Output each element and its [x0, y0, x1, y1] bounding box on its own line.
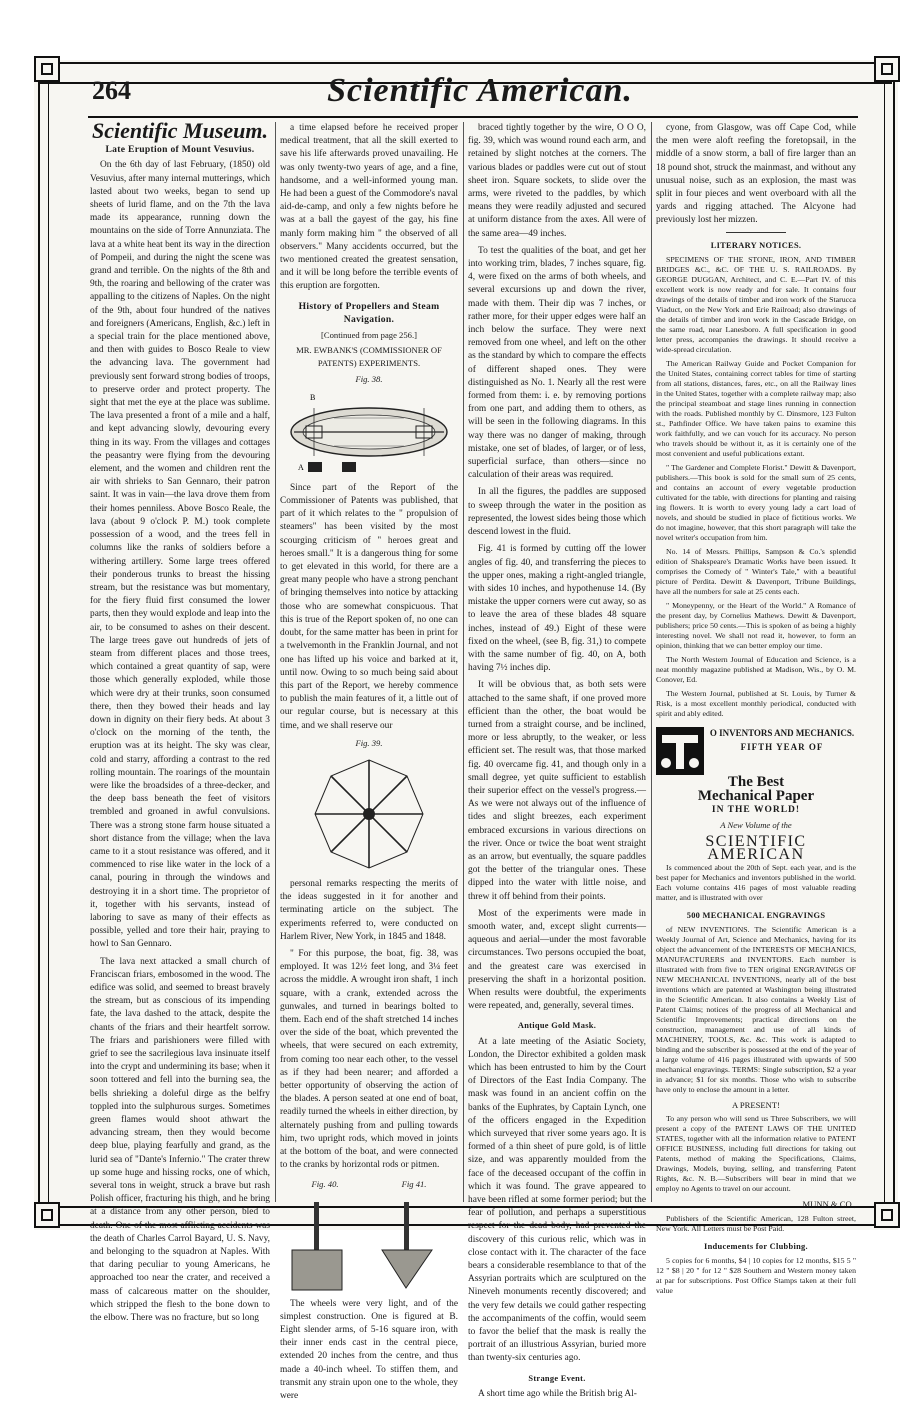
- figure-caption: Fig. 39.: [355, 737, 383, 748]
- article-title: Antique Gold Mask.: [517, 1021, 597, 1031]
- article-paragraph: On the 6th day of last February, (1850) old Vesuvius, after many internal mutterings, which lasted about two weeks, began to send up sheets of lurid flame, and on the 7th the lava made its appearance, running down the mountains on the side of Torre Annunziata. The lava at a white heat bent its way in the direction of Pompeii, and during the night the scene was grand and terrible. On the nights of the 8th and 9th, the roaring and bellowing of the crater was appalling to the citizens of Naples. On the night of the 9th, about four hundred of the natives and foreigners (Americans, English, &c.) left in a special train for the place mentioned above, and then with guides to Bosco Reale to view the advancing lava. The government had previously sent forward strong bodies of troops, to preserve order and protect property. The sight that met the eye at the place was sublime. The lava presented a front of a mile and a half, and kept advancing slowly, devouring every thing in its way. From the villages and cottages the peasantry were flying from the devouring element, and the women and children rent the air with shrieks to San Gennaro, their patron saint. It was in vain—the lava drove them from their homes penniless. Above Bosco Reale, the lava (about 9 o'clock P. M.) took complete possession of a wood, and the trees fell in columns like the ranks of soldiers before a withering artillery. Some large trees offered their ponderous trunks to breast the hissing stream, but the resistance was but momentary, for the fiery fluid first consumed the lower parts, then they would explode and leap into the air, to be consumed to ashes on their descent. The large trees gave out hundreds of jets of steam from different places and those trees, which contained a great quantity of sap, were those which generally exploded, while those which were dry at their trunks, soon consumed there, then they bowed their heads and lay down in dignity on their fiery beds. At about 3 o'clock on the morning of the tenth, the eruption was at its height. The sky was clear, cold and starry, affording a contrast to the red rolling mountain. The roarings of the mountain were like the broadsides of a three-decker, and the deep bass beneath the feet of visitors trembled and groaned in awful convulsions. There was a strong stone farm house situated a short distance from the village; when the lava came to it a stout resistance was offered, and it commenced to rise like water in the lock of a canal, pouring in through the windows and destroying it in a short time. The proprietor of it, together with his servants, instead of laboring to save as many of their effects as possible, yelled and tore their hair, praying to howl to San Gennaro.: [90, 160, 270, 950]
- article-paragraph: In all the figures, the paddles are supposed to sweep through the water in the position as represented, the lowest sides being those which descend lowest in the fluid.: [468, 487, 646, 538]
- divider: [726, 232, 786, 233]
- left-ornamental-border: [38, 80, 49, 1206]
- article-paragraph: It will be obvious that, as both sets were attached to the same shaft, if one proved more efficient than the other, the boat would be turned from a straight course, and be inclined, more or less abruptly, to the weaker, or less efficient set. The result was, that those marked fig. 40 overcame fig. 41, and though only in a small degree, yet quite sufficient to establish their superior effect on the vessel's progress.—As we were not always out of the influence of tides and slight breezes, each experiment embraced excursions in various directions on the river. Once or twice the boat went straight as an arrow, but eventually, the square paddles got the better of the triangular ones. These dipped into the water with little noise, and threw it off behind from their points.: [468, 680, 646, 902]
- ornate-t-dropcap-icon: [656, 727, 704, 775]
- column-4: [656, 122, 856, 1295]
- article-paragraph: To test the qualities of the boat, and get her into working trim, blades, 7 inches square, fig. 4, were fixed on the arms of both wheels, and several excursions up and down the river, made with them. Their dip was 7 inches, or rather more, for their upper edges were half an inch below the surface. They were next removed from one wheel, and left on the other as the standard by which to compare the effects of different shaped ones. They were distinguished as No. 1. Nearly all the rest were formed from them: i. e. by removing portions from one part, and adding them to others, as will be seen in the following diagrams. In this way there was no danger of making, through mistake, one set of blades, of larger, or of less, superficial surface, than others—since no calculation of their areas was required.: [468, 245, 646, 481]
- literary-notices-title: LITERARY NOTICES.: [710, 240, 802, 250]
- column-1: [90, 118, 270, 1324]
- literary-notice: The Western Journal, published at St. Louis, by Turner & Risk, is a most excellent monthly periodical, conducted with spirit and ably edited.: [656, 688, 856, 718]
- article-paragraph: At a late meeting of the Asiatic Society, London, the Director exhibited a golden mask which has been entrusted to him by the Court of Directors of the East India Company. The mask was found in an ancient coffin on the banks of the Euphrates, by Captain Lynch, one of the officers engaged in the Expedition which surveyed that river some years ago. It is formed of a thin sheet of pure gold, is of little size, and was apparently moulded from the face of the deceased occupant of the coffin in which it was found. The grave appeared to have been rifled at some former period; but the fear of pollution, and perhaps a superstitious respect for the dead body, had prevented the discovery of this curious relic, which was in close contact with it. The character of the face bears a considerable resemblance to that of the Assyrian portraits which are sculptured on the Nineveh monuments recently discovered; and the very few details we could gather respecting the accompaniments of the coffin, would seem to favor the belief that the mask is really the portrait of an illustrious Assyrian, buried more than twenty-six centuries ago.: [468, 1036, 646, 1364]
- advertisement: [656, 727, 856, 1296]
- article-paragraph: Fig. 41 is formed by cutting off the lower angles of fig. 40, and transferring the pieces to the upper ones, making a right-angled triangle, with sides 10 inches, and hypothenuse 14. (By mistake the upper corners were cut away, so as to leave the area of these blades 48 square inches, instead of 49.) Eight of these were fixed on the wheel, (see B, fig. 31,) to compete with the same number of fig. 40, on A, both having 7½ inches dip.: [468, 544, 646, 674]
- boat-figure-38: [284, 390, 454, 478]
- article-paragraph: Since part of the Report of the Commissioner of Patents was published, that part of it which relates to the " propulsion of steamers" has been visited by the most scourging criticism of " heroes great and heroes small." It is a dangerous thing for some to get elevated in this world, for there are a great many people who have a strong penchant of bringing themselves into notice by attacking those who are somewhat conspicuous. That this is true of the Report spoken of, no one can doubt, for the same matter has been in print for a twelvemonth in the Franklin Journal, and not one has lifted up his voice and barked at it, until now. Owing to so much being said about this part of the Report, we hereby commence to publish the main features of it, a little out of our regular course, but is necessary at this time, and we shall reserve our: [280, 482, 458, 731]
- figure-caption: Fig. 38.: [355, 373, 383, 384]
- figure-caption: Fig. 40.: [311, 1179, 339, 1190]
- ad-club-title: Inducements for Clubbing.: [704, 1241, 808, 1251]
- ad-body: To any person who will send us Three Subscribers, we will present a copy of the PATENT LAWS OF THE UNITED STATES, together with all the information relative to PATENT OFFICE BUSINESS, including full directions for taking out Patents, method of making the Specifications, Claims, Drawings, Models, buying, selling, and transferring Patent Rights, &c. N. B.—Subscribers will bear in mind that we employ no Agents to travel on our account.: [656, 1114, 856, 1194]
- column-divider: [463, 122, 464, 1202]
- ad-body: Is commenced about the 20th of Sept. each year, and is the best paper for Mechanics and inventors published in the world. Each volume contains 416 pages of most valuable reading matter, and is illustrated with over: [656, 863, 856, 903]
- article-title: Late Eruption of Mount Vesuvius.: [105, 144, 255, 156]
- figure-label-a: A: [298, 462, 304, 472]
- figure-caption: Fig 41.: [401, 1179, 427, 1190]
- article-paragraph: " For this purpose, the boat, fig. 38, was employed. It was 12½ feet long, and 3¼ feet across the middle. A wrought iron shaft, 1 inch square, with a crank, extended across the gunwales, and turned in bearings bolted to them. Each end of the shaft stretched 14 inches over the side of the boat, which prevented the wheels, that were secured on each extremity, from coming too near each other, to the vessel as if they had been nearer; and afforded a better opportunity of observing the action of the blades. A person seated at one end of boat, readily turned the wheels in either direction, by alternately pushing from and pulling towards him, two upright rods, which moved in joints at the bottom of the boat, and were connected to the cranks by horizontal rods or pitmen.: [280, 948, 458, 1171]
- ad-publisher: MUNN & CO.,: [802, 1199, 856, 1210]
- ad-volume: A New Volume of the: [720, 820, 792, 831]
- article-paragraph: The lava next attacked a small church of Franciscan friars, embosomed in the wood. The edifice was solid, and seemed to breast bravely the stream, but as conscious of its impending fate, the lava dashed to the attack, despite the chants of the friars and their heartfelt sorrow. The friars and parishioners were filled with grief to see the sacrilegious lava insinuate itself into the crypt and undermining its base; when it soon tottered and fell into the burning sea, the bells shrieking a doleful dirge as the belfry toppled into the sulphurous surges. Sometimes green flames would shoot athwart the advancing stream, then they would become deep blue, playing fearfully and grand, as the lurid sea of "Dante's Infernio." The crater threw up some huge and hissing rocks, one of which, several tons in weight, struck a brave but rash Polish officer, fracturing his thigh, and he bring at a distance from any other person, bled to death. One of the most afflicting accidents was the death of Charles Carrol Bayard, U. S. Navy, and belonging to the squadron at Naples. With that daring peculiar to young Americans, he approached too near the crater, and received a mass of calcareous matter on the shoulder, which stripped the flesh to the bone down to the elbow. There was no fracture, but so long: [90, 956, 270, 1324]
- corner-ornament-icon: [874, 1202, 900, 1228]
- article-paragraph: A short time ago while the British brig Al-: [478, 1388, 637, 1399]
- page-number: 264: [92, 76, 131, 105]
- ad-engravings: 500 MECHANICAL ENGRAVINGS: [686, 911, 826, 921]
- ad-body: Publishers of the Scientific American, 128 Fulton street, New York. All Letters must be Post Paid.: [656, 1213, 856, 1233]
- ad-best: The Best: [727, 773, 785, 790]
- column-divider: [275, 122, 276, 1202]
- paddle-figures-40-41: [284, 1198, 454, 1294]
- wheel-figure-39: [309, 754, 429, 874]
- article-paragraph: braced tightly together by the wire, O O O, fig. 39, which was wound round each arm, and retained by slight notches at the corners. The various blades or paddles were cut out of stout sheet iron. Square sockets, to slide over the arms, were riveted to the paddles, by which means they were readily adjusted and secured at uniform distance from the axes. All were of the same area—49 inches.: [468, 123, 646, 239]
- corner-ornament-icon: [34, 1202, 60, 1228]
- ad-scientific-american: SCIENTIFIC AMERICAN: [705, 832, 807, 863]
- literary-notice: " Moneypenny, or the Heart of the World." A Romance of the present day, by Cornelius Mathews. Dewitt & Davenport, publishers; price 50 cents.—This is spoken of as being a highly interesting novel. We shall not read it, however, to form an opinion, thinking that we can better employ our time.: [656, 600, 856, 650]
- literary-notice: The North Western Journal of Education and Science, is a neat monthly magazine published at Madison, Wis., by O. M. Conover, Ed.: [656, 654, 856, 684]
- ad-subline: FIFTH YEAR OF: [740, 742, 824, 753]
- continued-note: [Continued from page 256.]: [321, 330, 417, 341]
- section-title: Scientific Museum.: [91, 118, 268, 143]
- column-3: [468, 122, 646, 1399]
- literary-notice: SPECIMENS OF THE STONE, IRON, AND TIMBER BRIDGES &C., &C. OF THE U. S. RAILROADS. By GEORGE DUGGAN, Architect, and C. E.—Part IV. of this excellent work is now ready and for sale. It contains four drawings of the details of timber and iron work of the Starucca Viaduct, on the New York and Erie Railroad; also drawings of the details of timber and iron work in the Cascade Bridge, on the same road, near Lanesboro. A full specification in good letter press, accompanies the drawings. It should receive a wide-spread circulation.: [656, 254, 856, 354]
- ad-headline: O INVENTORS AND MECHANICS.: [709, 727, 855, 738]
- right-ornamental-border: [884, 80, 895, 1206]
- figure-caption-row: [280, 1176, 458, 1193]
- article-subhead: MR. EWBANK'S (COMMISSIONER OF PATENTS) EXPERIMENTS.: [296, 345, 442, 369]
- ad-present: A PRESENT!: [732, 1100, 780, 1111]
- ad-body: of NEW INVENTIONS. The Scientific American is a Weekly Journal of Art, Science and Mechanics, having for its object the advancement of the INTERESTS OF MECHANICS, MANUFACTURERS and INVENTORS. Each number is illustrated with from five to TEN original ENGRAVINGS OF NEW MECHANICAL INVENTIONS, nearly all of the best inventions which are patented at Washington being illustrated in the Scientific American. It also contains a Weekly List of Patent Claims; notices of the progress of all Mechanical and Scientific Improvements; practical directions on the construction, management and use of all kinds of MACHINERY, TOOLS, &c. &c. This work is adapted to binding and the subscriber is possessed at the end of the year of a large volume of 416 pages illustrated with upwards of 500 mechanical engravings. TERMS: Single subscription, $2 a year in advance; $1 for six months. Those who wish to subscribe have only to enclose the amount in a letter.: [656, 925, 856, 1095]
- article-paragraph: personal remarks respecting the merits of the ideas suggested in it for another and terminating article on the subject. The experiments referred to, were conducted on Harlem River, New York, in 1845 and 1848.: [280, 878, 458, 942]
- article-title: History of Propellers and Steam Navigation.: [298, 300, 440, 325]
- article-paragraph: Most of the experiments were made in smooth water, and, except slight currents—aqueous and aerial—under the most favorable circumstances. Two persons occupied the boat, and the greatest care was exercised in preserving the shaft in a horizontal position. When results were doubtful, the experiments were repeated, and, generally, several times.: [468, 908, 646, 1012]
- literary-notice: The American Railway Guide and Pocket Companion for the United States, containing correct tables for time of starting from all stations, distances, fares, etc., on all the Railway lines in the United States, together with a complete railway map; also the principal steamboat and stage lines running in connection with the roads. Published monthly by C. Dinsmore, 123 Fulton st., Pathfinder Office. We have taken pains to examine this work faithfully, and we can vouch for its accuracy. No person who travels should be without it, as it is certainly one of the most convenient and useful publications extant.: [656, 358, 856, 458]
- ad-club-terms: 5 copies for 6 months, $4 | 10 copies for 12 months, $15 5 " 12 " $8 | 20 " for 12 " $28 Southern and Western money taken at par for subscriptions. Post Office Stamps taken at their full value: [656, 1255, 856, 1295]
- ad-world: IN THE WORLD!: [711, 805, 801, 816]
- article-paragraph: cyone, from Glasgow, was off Cape Cod, while the men were aloft reefing the foretopsail, in the middle of a snow storm, a ball of fire larger than an 18 pound shot, struck the mainmast, and without any unusual noise, such as an explosion, the mast was split in four pieces and went overboard with all the yards and rigging attached. The Alcyone had previously lost her mizzen.: [656, 123, 856, 226]
- masthead-title: Scientific American.: [327, 72, 633, 109]
- literary-notice: " The Gardener and Complete Florist." Dewitt & Davenport, publishers.—This book is sold for the small sum of 25 cents, and contains an account of every vegetable production cultivated for the table, with directions for planting and raising ing flowers. It is worth to every young lady a cart load of novels, and should be studied in place of fictitious works. We do not imagine, however, that this short paragraph will take the novel writer's occupation from him.: [656, 462, 856, 542]
- corner-ornament-icon: [34, 56, 60, 82]
- ad-paper: Mechanical Paper: [697, 788, 815, 805]
- article-title: Strange Event.: [528, 1373, 586, 1383]
- column-divider: [651, 122, 652, 1202]
- article-paragraph: The wheels were very light, and of the simplest construction. One is figured at B. Eight slender arms, of 5-16 square iron, with their inner ends cast in the central piece, extended 20 inches from the centre, and thus made a 40-inch wheel. To stiffen them, and transmit any strain upon one to the whole, they were: [280, 1298, 458, 1402]
- figure-label-b: B: [310, 392, 316, 402]
- literary-notice: No. 14 of Messrs. Phillips, Sampson & Co.'s splendid edition of Shakspeare's Dramatic Works have been issued. It comprises the Comedy of " Winter's Tale," with a beautiful picture of Perdita. Dewitt & Davenport, Tribune Buildings, have all the numbers for sale at 25 cents each.: [656, 546, 856, 596]
- column-2: [280, 122, 458, 1402]
- corner-ornament-icon: [874, 56, 900, 82]
- article-paragraph: a time elapsed before he received proper medical treatment, that all the skill exerted to save his life afterwards proved unavailing. He was only twenty-two years of age, and a fine, handsome, and a well-informed young man. He had been a guest of the Commodore's naval aid-de-camp, and only a few nights before he was at a ball the gayest of the gay, his fine manly form making him " the observed of all observers." Many accidents occurred, but the two mentioned created the greatest sensation, and it will be long before the terrible events of this eruption are forgotten.: [280, 123, 458, 292]
